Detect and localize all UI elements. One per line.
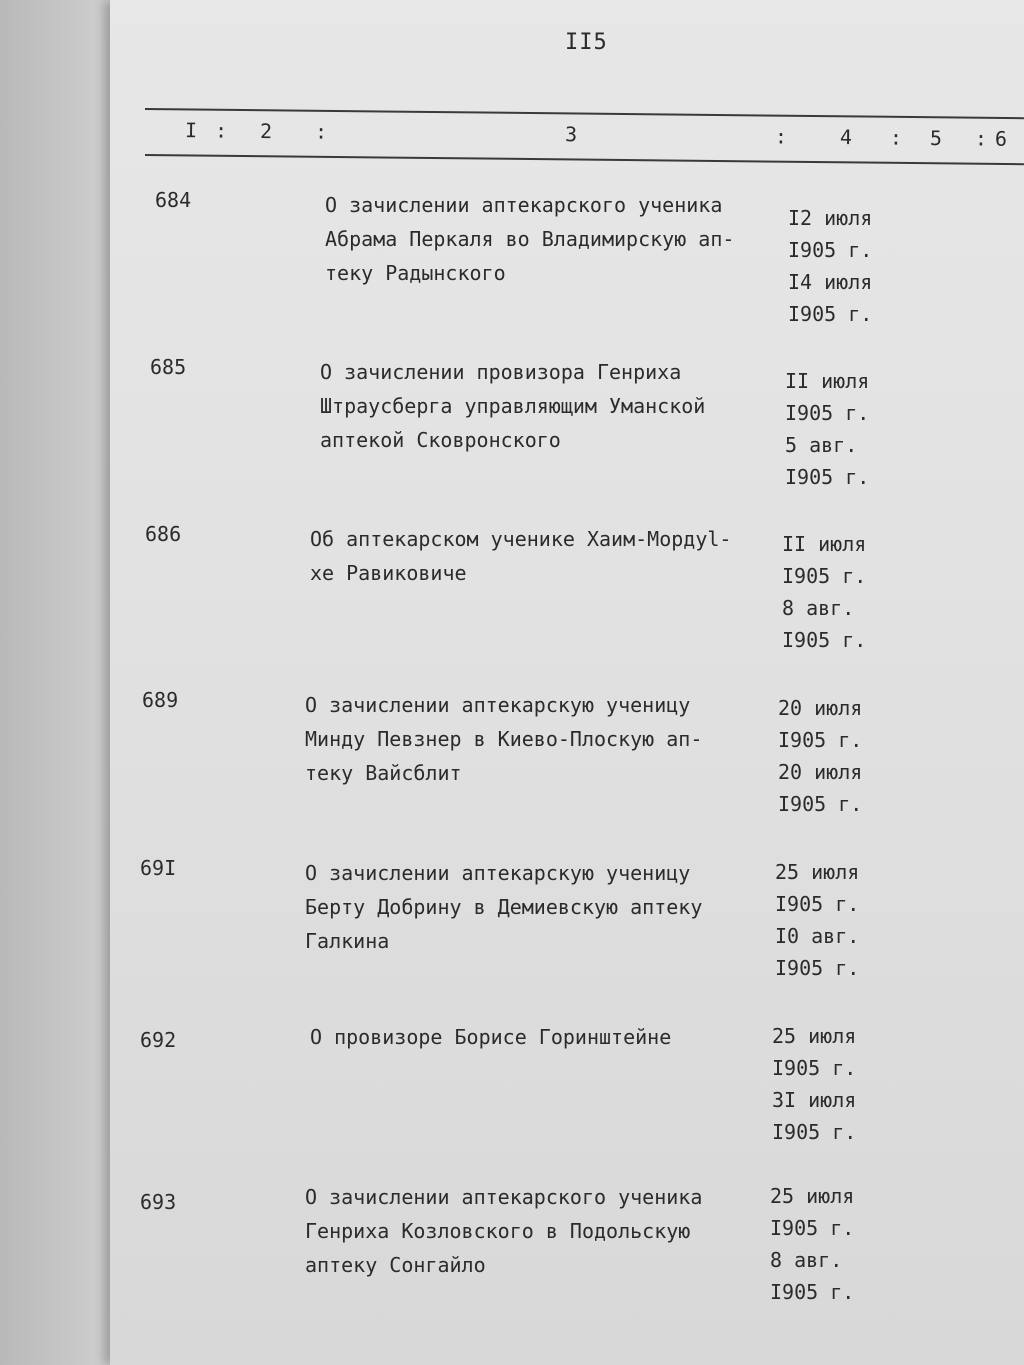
document-page [110, 0, 1024, 1365]
entry-title: О зачислении провизора Генриха Штраусберга управляющим Уманской аптекой Сковронского [320, 360, 706, 452]
entry-684 [110, 188, 1024, 338]
entry-dates: 25 июля I905 г. 8 авг. I905 г. [770, 1184, 855, 1304]
entry-number: 685 [150, 355, 187, 379]
col-sep-5: : [974, 126, 988, 151]
entry-dates: II июля I905 г. 5 авг. I905 г. [785, 369, 870, 489]
entry-693 [110, 1180, 1024, 1330]
entry-title: О зачислении аптекарского ученика Абрама Перкаля во Владимирскую ап- теку Радынского [325, 193, 735, 285]
col-5-label: 5 [929, 125, 943, 151]
entry-685 [110, 355, 1024, 505]
entry-686 [110, 522, 1024, 672]
entry-number: 686 [145, 522, 182, 546]
col-1-label: I [184, 118, 198, 143]
entry-dates: 25 июля I905 г. 3I июля I905 г. [772, 1024, 857, 1144]
col-sep-1: : [214, 118, 228, 143]
entry-title: О зачислении аптекарскую ученицу Минду Певзнер в Киево-Плоскую ап- теку Вайсблит [305, 693, 703, 785]
entry-number: 692 [140, 1028, 177, 1052]
column-header [170, 118, 1024, 159]
entry-dates: II июля I905 г. 8 авг. I905 г. [782, 532, 867, 652]
entry-title: Об аптекарском ученике Хаим-Мордуl- хе Равиковиче [310, 527, 732, 585]
entry-dates: I2 июля I905 г. I4 июля I905 г. [788, 206, 873, 326]
col-2-label: 2 [259, 118, 273, 144]
entry-692 [110, 1020, 1024, 1170]
entry-689 [110, 688, 1024, 838]
col-3-label: 3 [564, 122, 578, 147]
page-number: II5 [565, 30, 608, 55]
entry-number: 69I [140, 856, 177, 880]
col-sep-4: : [889, 125, 903, 150]
entry-title: О зачислении аптекарскую ученицу Берту Добрину в Демиевскую аптеку Галкина [305, 861, 703, 953]
entry-title: О зачислении аптекарского ученика Генриха Козловского в Подольскую аптеку Сонгайло [305, 1185, 703, 1277]
entry-number: 684 [155, 188, 192, 212]
col-sep-3: : [774, 124, 788, 149]
entry-dates: 25 июля I905 г. I0 авг. I905 г. [775, 860, 860, 980]
col-sep-2: : [314, 119, 328, 144]
entry-number: 689 [142, 688, 179, 712]
entry-dates: 20 июля I905 г. 20 июля I905 г. [778, 696, 863, 816]
entry-number: 693 [140, 1190, 177, 1214]
header-top-rule [145, 108, 1024, 119]
entry-title: О провизоре Борисе Горинштейне [310, 1025, 672, 1049]
entry-691 [110, 856, 1024, 1006]
col-4-label: 4 [839, 125, 853, 150]
col-6-label: 6 [994, 126, 1008, 151]
